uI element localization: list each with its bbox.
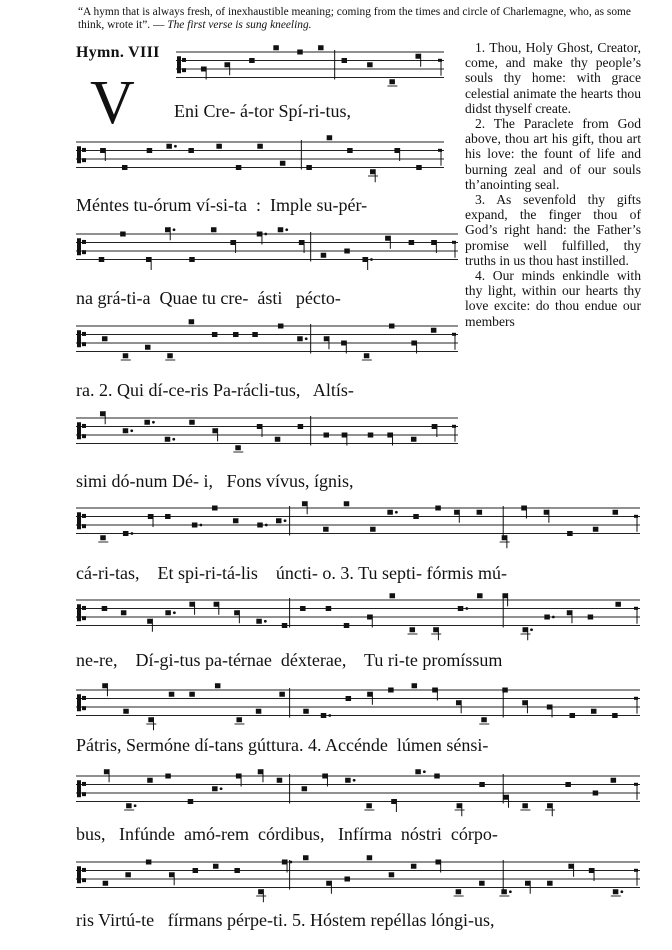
clef-mark bbox=[82, 148, 86, 152]
clef-mark bbox=[82, 706, 86, 710]
neume-note bbox=[342, 433, 348, 438]
neume-note bbox=[169, 692, 175, 697]
mora-dot bbox=[265, 524, 268, 527]
neume-note bbox=[432, 424, 438, 429]
neume-note bbox=[257, 232, 263, 237]
neume-note bbox=[588, 615, 594, 620]
neume-note bbox=[302, 786, 308, 791]
lyric-line-5: simi dó-num Dé- i, Fons vívus, ígnis, bbox=[76, 471, 354, 491]
clef-mark bbox=[82, 524, 86, 528]
translation-verse-3: 3. As sevenfold thy gifts expand, the finger thou of God’s right hand: the Father’s promise well fulfilled, thy truths in us thou hast instilled. bbox=[465, 192, 641, 268]
neume-note bbox=[256, 709, 262, 714]
neume-note bbox=[457, 803, 463, 808]
mora-dot bbox=[552, 616, 555, 619]
neume-note bbox=[100, 148, 106, 153]
neume-note bbox=[126, 803, 132, 808]
neume-note bbox=[415, 54, 421, 59]
neume-note bbox=[236, 774, 242, 779]
neume-note bbox=[477, 593, 483, 598]
lyric-line-2: Méntes tu-órum ví-si-ta : Imple su-pér- bbox=[76, 195, 368, 215]
neume-note bbox=[413, 514, 419, 519]
mora-dot bbox=[173, 228, 176, 231]
neume-note bbox=[368, 433, 374, 438]
neume-note bbox=[522, 700, 528, 705]
neume-note bbox=[147, 148, 153, 153]
custos-head bbox=[452, 333, 456, 336]
neume-note bbox=[282, 623, 288, 628]
neume-note bbox=[120, 232, 126, 237]
neume-note bbox=[147, 619, 153, 624]
neume-note bbox=[362, 257, 368, 262]
neume-note bbox=[567, 531, 573, 536]
neume-note bbox=[279, 692, 285, 697]
neume-note bbox=[345, 778, 351, 783]
neume-note bbox=[275, 437, 281, 442]
neume-note bbox=[125, 872, 131, 877]
neume-note bbox=[147, 778, 153, 783]
neume-note bbox=[547, 705, 553, 710]
neume-note bbox=[256, 619, 262, 624]
neume-note bbox=[189, 692, 195, 697]
neume-note bbox=[411, 864, 417, 869]
neume-note bbox=[544, 510, 550, 515]
neume-note bbox=[613, 889, 619, 894]
neume-note bbox=[544, 615, 550, 620]
neume-note bbox=[165, 774, 171, 779]
clef-mark bbox=[77, 604, 81, 621]
neume-note bbox=[370, 527, 376, 532]
neume-note bbox=[615, 602, 621, 607]
neume-note bbox=[411, 341, 417, 346]
neume-note bbox=[102, 683, 108, 688]
mora-dot bbox=[370, 258, 373, 261]
neume-note bbox=[370, 169, 376, 174]
neume-note bbox=[224, 62, 230, 67]
neume-note bbox=[276, 518, 282, 523]
neume-note bbox=[481, 717, 487, 722]
lyric-line-10: ris Virtú-te fírmans pérpe-ti. 5. Hóstem repéllas lóngi-us, bbox=[76, 910, 495, 930]
neume-note bbox=[188, 148, 194, 153]
neume-note bbox=[410, 627, 416, 632]
neume-note bbox=[385, 236, 391, 241]
custos-head bbox=[634, 607, 638, 610]
neume-note bbox=[306, 165, 312, 170]
neume-note bbox=[258, 769, 264, 774]
neume-note bbox=[367, 692, 373, 697]
neume-note bbox=[193, 868, 199, 873]
neume-note bbox=[166, 144, 172, 149]
neume-note bbox=[547, 881, 553, 886]
neume-note bbox=[303, 855, 309, 860]
neume-note bbox=[230, 240, 236, 245]
mora-dot bbox=[152, 421, 155, 424]
neume-note bbox=[123, 709, 129, 714]
neume-note bbox=[212, 428, 218, 433]
neume-note bbox=[278, 227, 284, 232]
neume-note bbox=[412, 683, 418, 688]
neume-note bbox=[364, 353, 370, 358]
neume-note bbox=[104, 769, 110, 774]
neume-note bbox=[121, 610, 127, 615]
neume-note bbox=[341, 341, 347, 346]
neume-note bbox=[188, 799, 194, 804]
clef-mark bbox=[182, 58, 186, 62]
clef-mark bbox=[77, 866, 81, 883]
neume-note bbox=[323, 527, 329, 532]
neume-note bbox=[394, 148, 400, 153]
neume-note bbox=[454, 510, 460, 515]
neume-note bbox=[165, 610, 171, 615]
neume-note bbox=[273, 45, 279, 50]
clef-mark bbox=[82, 616, 86, 620]
neume-note bbox=[302, 501, 308, 506]
neume-note bbox=[477, 510, 483, 515]
neume-note bbox=[415, 769, 421, 774]
neume-note bbox=[431, 328, 437, 333]
neume-note bbox=[570, 713, 576, 718]
neume-note bbox=[148, 514, 154, 519]
neume-note bbox=[297, 50, 303, 55]
neume-note bbox=[277, 778, 283, 783]
neume-note bbox=[100, 411, 106, 416]
clef-mark bbox=[77, 694, 81, 711]
neume-note bbox=[252, 332, 258, 337]
neume-note bbox=[456, 889, 462, 894]
neume-note bbox=[344, 623, 350, 628]
clef-mark bbox=[77, 512, 81, 529]
neume-note bbox=[565, 782, 571, 787]
neume-note bbox=[300, 606, 306, 611]
neume-note bbox=[326, 881, 332, 886]
neume-note bbox=[434, 774, 440, 779]
neume-note bbox=[322, 774, 328, 779]
neume-note bbox=[387, 433, 393, 438]
neume-note bbox=[432, 688, 438, 693]
neume-note bbox=[479, 782, 485, 787]
neume-note bbox=[523, 627, 529, 632]
lyric-line-6: cá-ri-tas, Et spi-ri-tá-lis úncti- o. 3. Tu septi- fórmis mú- bbox=[76, 563, 507, 583]
neume-note bbox=[282, 860, 288, 865]
neume-note bbox=[416, 165, 422, 170]
neume-note bbox=[342, 58, 348, 63]
neume-note bbox=[303, 709, 309, 714]
neume-note bbox=[100, 535, 106, 540]
neume-note bbox=[257, 424, 263, 429]
neume-note bbox=[201, 67, 207, 72]
neume-note bbox=[458, 606, 464, 611]
custos-head bbox=[452, 425, 456, 428]
clef-mark bbox=[77, 330, 81, 347]
clef-mark bbox=[82, 792, 86, 796]
clef-mark bbox=[82, 158, 86, 162]
mora-dot bbox=[285, 228, 288, 231]
mora-dot bbox=[173, 611, 176, 614]
clef-mark bbox=[82, 696, 86, 700]
custos-head bbox=[438, 59, 442, 62]
mora-dot bbox=[220, 787, 223, 790]
neume-note bbox=[431, 240, 437, 245]
hymn-number: Hymn. VIII bbox=[76, 44, 160, 61]
neume-note bbox=[321, 253, 327, 258]
clef-mark bbox=[82, 332, 86, 336]
translation-verse-1: 1. Thou, Holy Ghost, Creator, come, and make thy people’s souls thy home: with grace celestial animate the hearts thou didst thyself create. bbox=[465, 40, 641, 116]
neume-note bbox=[102, 606, 108, 611]
neume-note bbox=[257, 144, 263, 149]
neume-note bbox=[236, 165, 242, 170]
mora-dot bbox=[264, 620, 267, 623]
clef-mark bbox=[82, 434, 86, 438]
neume-note bbox=[299, 240, 305, 245]
neume-note bbox=[165, 514, 171, 519]
neume-note bbox=[212, 786, 218, 791]
english-translation bbox=[465, 40, 641, 329]
neume-note bbox=[145, 345, 151, 350]
clef-mark bbox=[77, 146, 81, 163]
neume-note bbox=[103, 881, 109, 886]
clef-mark bbox=[77, 422, 81, 439]
neume-note bbox=[146, 860, 152, 865]
neume-note bbox=[593, 527, 599, 532]
neume-note bbox=[249, 58, 255, 63]
neume-note bbox=[212, 332, 218, 337]
neume-note bbox=[433, 627, 439, 632]
mora-dot bbox=[328, 714, 331, 717]
mora-dot bbox=[199, 524, 202, 527]
neume-note bbox=[321, 713, 327, 718]
neume-note bbox=[212, 506, 218, 511]
neume-note bbox=[189, 257, 195, 262]
clef-mark bbox=[182, 68, 186, 72]
neume-note bbox=[216, 144, 222, 149]
neume-note bbox=[435, 860, 441, 865]
clef-mark bbox=[77, 780, 81, 797]
neume-note bbox=[502, 593, 508, 598]
neume-note bbox=[123, 428, 128, 433]
mora-dot bbox=[353, 779, 356, 782]
lyric-line-1: Eni Cre- á-tor Spí-ri-tus, bbox=[174, 101, 351, 121]
neume-note bbox=[611, 778, 617, 783]
intro-quote: “A hymn that is always fresh, of inexhaustible meaning; coming from the times and circle of Charlemagne, who, as some think, wrote it”. — bbox=[78, 6, 631, 31]
custos-head bbox=[634, 697, 638, 700]
neume-note bbox=[318, 45, 324, 50]
neume-note bbox=[214, 602, 220, 607]
mora-dot bbox=[131, 532, 134, 535]
neume-note bbox=[593, 791, 599, 796]
neume-note bbox=[297, 336, 303, 341]
neume-note bbox=[236, 717, 242, 722]
neume-note bbox=[211, 227, 217, 232]
mora-dot bbox=[423, 770, 426, 773]
mora-dot bbox=[395, 511, 398, 514]
lyric-line-4: ra. 2. Qui dí-ce-ris Pa-rácli-tus, Altís- bbox=[76, 380, 354, 400]
mora-dot bbox=[305, 337, 308, 340]
custos-head bbox=[634, 869, 638, 872]
neume-note bbox=[456, 700, 462, 705]
neume-note bbox=[567, 610, 573, 615]
neume-note bbox=[327, 135, 333, 140]
neume-note bbox=[146, 257, 152, 262]
neume-note bbox=[391, 799, 397, 804]
neume-note bbox=[123, 531, 129, 536]
neume-note bbox=[189, 602, 195, 607]
neume-note bbox=[258, 889, 264, 894]
neume-note bbox=[411, 437, 417, 442]
neume-note bbox=[346, 696, 352, 701]
neume-note bbox=[502, 535, 508, 540]
neume-note bbox=[435, 506, 441, 511]
clef-mark bbox=[82, 342, 86, 346]
neume-note bbox=[189, 319, 195, 324]
mora-dot bbox=[509, 890, 512, 893]
custos-head bbox=[452, 241, 456, 244]
neume-note bbox=[144, 420, 150, 425]
neume-note bbox=[102, 336, 108, 341]
neume-note bbox=[235, 445, 241, 450]
mora-dot bbox=[530, 628, 533, 631]
clef-mark bbox=[82, 606, 86, 610]
neume-note bbox=[167, 353, 173, 358]
intro-credit: The first verse is sung kneeling. bbox=[167, 19, 312, 31]
neume-note bbox=[522, 803, 528, 808]
mora-dot bbox=[134, 804, 137, 807]
neume-note bbox=[257, 523, 263, 528]
neume-note bbox=[367, 62, 373, 67]
neume-note bbox=[233, 332, 239, 337]
neume-note bbox=[612, 713, 618, 718]
lyric-line-7: ne-re, Dí-gi-tus pa-térnae déxterae, Tu ri-te promíssum bbox=[76, 650, 503, 670]
neume-note bbox=[233, 518, 239, 523]
neume-note bbox=[298, 424, 304, 429]
neume-note bbox=[521, 506, 527, 511]
translation-verse-4: 4. Our minds enkindle with thy light, within our hearts thy love excite: do thou endue our members bbox=[465, 268, 641, 329]
neume-note bbox=[234, 610, 240, 615]
custos-head bbox=[634, 783, 638, 786]
clef-mark bbox=[82, 250, 86, 254]
neume-note bbox=[192, 523, 198, 528]
neume-note bbox=[479, 881, 485, 886]
clef-mark bbox=[82, 868, 86, 872]
drop-cap-initial: V bbox=[90, 69, 135, 137]
neume-note bbox=[389, 79, 395, 84]
neume-note bbox=[547, 803, 553, 808]
neume-note bbox=[388, 688, 394, 693]
clef-mark bbox=[82, 424, 86, 428]
neume-note bbox=[503, 795, 509, 800]
custos-head bbox=[438, 149, 442, 152]
neume-note bbox=[525, 881, 531, 886]
neume-note bbox=[589, 868, 595, 873]
neume-note bbox=[169, 872, 175, 877]
neume-note bbox=[122, 165, 128, 170]
translation-verse-2: 2. The Paraclete from God above, thou art his gift, thou art his love: the fount of life and burning zeal and of our souls th’anointing seal. bbox=[465, 116, 641, 192]
clef-mark bbox=[77, 238, 81, 255]
neume-note bbox=[324, 433, 330, 438]
mora-dot bbox=[284, 519, 287, 522]
neume-note bbox=[344, 877, 350, 882]
neume-note bbox=[278, 324, 284, 329]
neume-note bbox=[189, 420, 195, 425]
neume-note bbox=[99, 257, 105, 262]
lyric-line-9: bus, Infúnde amó-rem córdibus, Infírma nóstri córpo- bbox=[76, 824, 498, 844]
neume-note bbox=[165, 227, 171, 232]
neume-note bbox=[389, 872, 395, 877]
neume-note bbox=[367, 855, 373, 860]
neume-note bbox=[501, 889, 507, 894]
lyric-line-3: na grá-ti-a Quae tu cre- ásti pécto- bbox=[76, 288, 341, 308]
neume-note bbox=[387, 510, 393, 515]
neume-note bbox=[234, 868, 240, 873]
mora-dot bbox=[130, 429, 133, 432]
mora-dot bbox=[465, 607, 468, 610]
neume-note bbox=[366, 803, 372, 808]
neume-note bbox=[344, 249, 350, 254]
neume-note bbox=[347, 148, 353, 153]
neume-note bbox=[367, 615, 373, 620]
mora-dot bbox=[174, 145, 177, 148]
neume-note bbox=[280, 161, 286, 166]
clef-mark bbox=[82, 514, 86, 518]
mora-dot bbox=[620, 890, 623, 893]
clef-mark bbox=[82, 878, 86, 882]
neume-note bbox=[326, 606, 332, 611]
neume-note bbox=[324, 336, 330, 341]
neume-note bbox=[568, 864, 574, 869]
mora-dot bbox=[264, 233, 267, 236]
neume-note bbox=[213, 864, 219, 869]
neume-note bbox=[409, 240, 415, 245]
clef-mark bbox=[177, 56, 181, 73]
neume-note bbox=[389, 324, 395, 329]
mora-dot bbox=[172, 438, 175, 441]
neume-note bbox=[613, 510, 619, 515]
neume-note bbox=[215, 683, 221, 688]
neume-note bbox=[165, 437, 171, 442]
clef-mark bbox=[82, 782, 86, 786]
neume-note bbox=[344, 501, 350, 506]
neume-note bbox=[390, 593, 396, 598]
neume-note bbox=[123, 353, 129, 358]
lyric-line-8: Pátris, Sermóne dí-tans gúttura. 4. Accénde lúmen sénsi- bbox=[76, 735, 489, 755]
clef-mark bbox=[82, 240, 86, 244]
neume-note bbox=[591, 709, 597, 714]
neume-note bbox=[148, 717, 154, 722]
custos-head bbox=[634, 515, 638, 518]
